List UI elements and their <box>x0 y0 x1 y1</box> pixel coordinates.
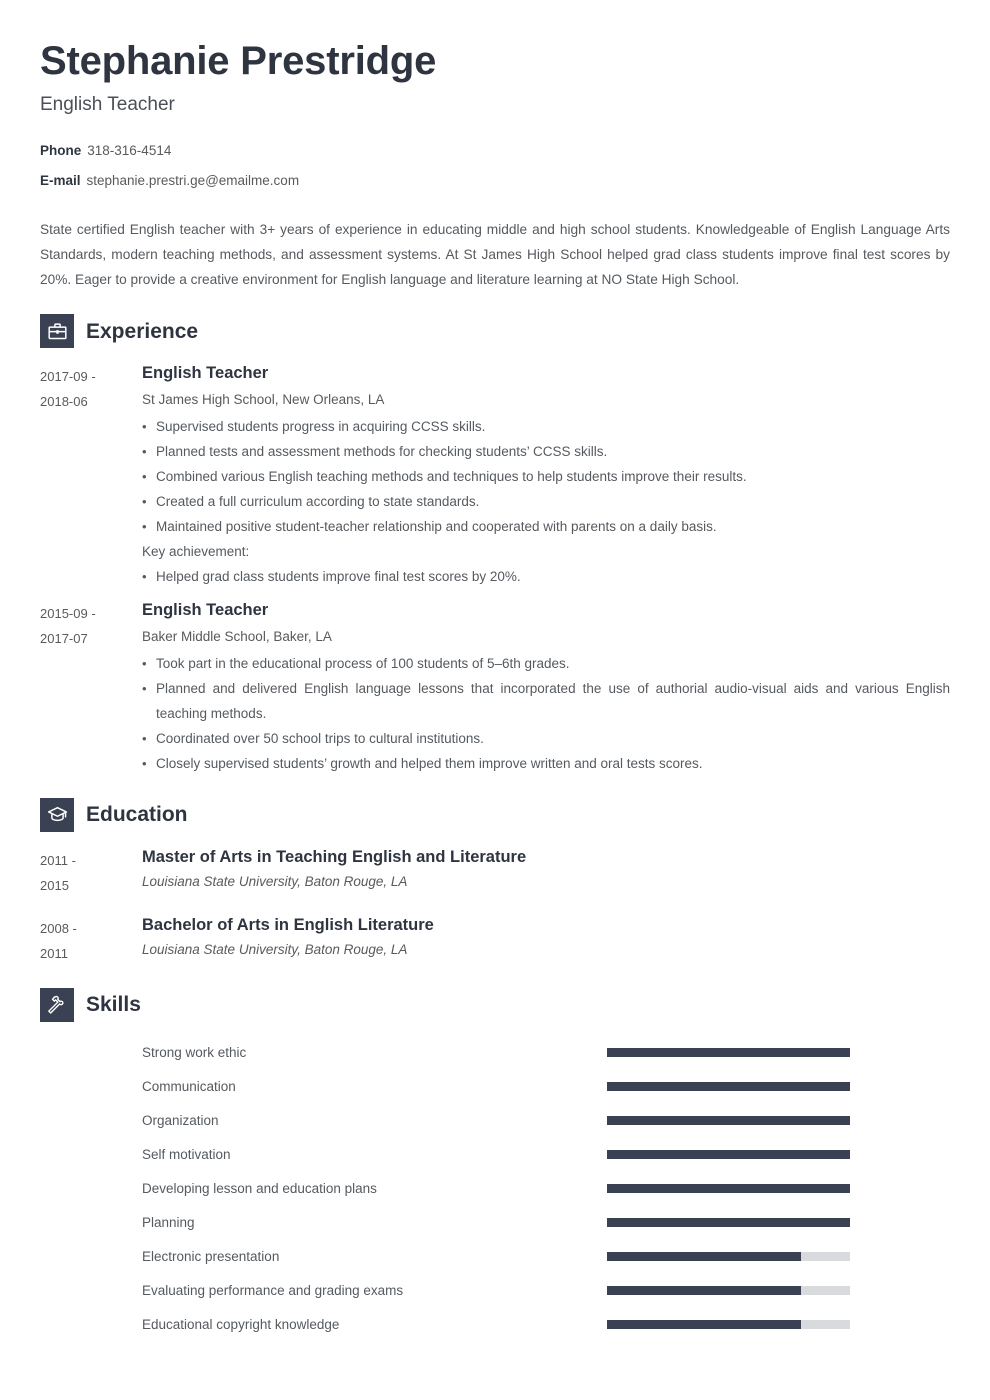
skill-label: Developing lesson and education plans <box>142 1180 377 1196</box>
experience-bullet: • Maintained positive student-teacher relationship and cooperated with parents on a daily basis. <box>142 514 950 539</box>
education-degree: Master of Arts in Teaching English and Literature <box>142 847 527 866</box>
experience-entry <box>40 362 950 589</box>
education-entry <box>40 846 950 898</box>
contact-email-value[interactable]: stephanie.prestri.ge@emailme.com <box>86 172 300 188</box>
experience-date-end: 2018-06 <box>40 394 88 410</box>
skill-row <box>40 1206 950 1240</box>
key-achievement-label: Key achievement: <box>142 544 250 559</box>
skill-row <box>40 1308 950 1342</box>
experience-bullet: • Closely supervised students’ growth and helped them improve written and oral tests scores. <box>142 751 950 776</box>
skill-level-fill <box>607 1252 801 1261</box>
skill-label: Communication <box>142 1078 236 1094</box>
section-skills <box>40 988 950 1342</box>
skill-level-fill <box>607 1320 801 1329</box>
skill-level-fill <box>607 1184 850 1193</box>
experience-dates <box>40 362 142 414</box>
skill-level-fill <box>607 1082 850 1091</box>
skill-label: Evaluating performance and grading exams <box>142 1282 404 1298</box>
experience-bullet: • Took part in the educational process of 100 students of 5–6th grades. <box>142 651 950 676</box>
experience-bullet-list <box>142 651 950 776</box>
candidate-name: Stephanie Prestridge <box>40 39 437 83</box>
education-dates <box>40 846 142 898</box>
experience-role: English Teacher <box>142 601 269 619</box>
graduation-cap-icon <box>40 798 74 832</box>
section-experience <box>40 314 950 776</box>
skill-row <box>40 1070 950 1104</box>
section-title-skills: Skills <box>86 993 141 1017</box>
skill-level-fill <box>607 1116 850 1125</box>
key-achievement-list <box>142 564 950 589</box>
skill-row <box>40 1240 950 1274</box>
experience-date-start: 2017-09 - <box>40 369 96 385</box>
skill-level-bar <box>607 1218 850 1227</box>
key-achievement-bullet: • Helped grad class students improve final test scores by 20%. <box>142 564 950 589</box>
briefcase-icon <box>40 314 74 348</box>
education-date-start: 2011 - <box>40 852 76 868</box>
contact-phone-value[interactable]: 318-316-4514 <box>87 142 172 158</box>
experience-organization: St James High School, New Orleans, LA <box>142 392 385 408</box>
experience-bullet: • Combined various English teaching methods and techniques to help students improve their results. <box>142 464 950 489</box>
experience-dates <box>40 599 142 651</box>
contact-email-label: E-mail <box>40 172 81 188</box>
skill-level-bar <box>607 1048 850 1057</box>
skill-label: Self motivation <box>142 1146 231 1162</box>
section-title-experience: Experience <box>86 319 199 343</box>
education-entry <box>40 914 950 966</box>
skills-list <box>40 1036 950 1342</box>
education-date-start: 2008 - <box>40 920 77 936</box>
experience-organization: Baker Middle School, Baker, LA <box>142 629 332 645</box>
skill-level-bar <box>607 1252 850 1261</box>
section-header-education <box>40 798 950 832</box>
education-date-end: 2011 <box>40 945 68 961</box>
skill-row <box>40 1274 950 1308</box>
section-header-skills <box>40 988 950 1022</box>
skill-row <box>40 1172 950 1206</box>
experience-bullet: • Planned and delivered English language lessons that incorporated the use of authorial audio-visual aids and various English teaching methods. <box>142 676 950 726</box>
experience-date-end: 2017-07 <box>40 631 88 646</box>
skill-level-bar <box>607 1286 850 1295</box>
experience-date-start: 2015-09 - <box>40 606 96 621</box>
experience-bullet: • Coordinated over 50 school trips to cultural institutions. <box>142 726 950 751</box>
skill-level-fill <box>607 1286 801 1295</box>
education-school: Louisiana State University, Baton Rouge, LA <box>142 942 408 958</box>
experience-bullet: • Supervised students progress in acquiring CCSS skills. <box>142 414 950 439</box>
puzzle-piece-icon <box>40 988 74 1022</box>
professional-summary: State certified English teacher with 3+ years of experience in educating middle and high school students. Knowledgeable of English Language Arts Standards, modern teaching methods, and assessment systems. At St James High School helped grad class students improve final test scores by 20%. Eager to provide a creative environment for English language and literature learning at NO State High School. <box>40 222 950 288</box>
section-header-experience <box>40 314 950 348</box>
contact-email <box>40 173 950 189</box>
education-dates <box>40 914 142 966</box>
skill-level-bar <box>607 1082 850 1091</box>
contact-phone <box>40 143 950 159</box>
experience-entry <box>40 599 950 776</box>
education-degree: Bachelor of Arts in English Literature <box>142 915 434 934</box>
skill-label: Strong work ethic <box>142 1044 247 1060</box>
section-education <box>40 798 950 966</box>
skill-level-fill <box>607 1048 850 1057</box>
skill-level-fill <box>607 1150 850 1159</box>
skill-label: Educational copyright knowledge <box>142 1316 340 1332</box>
contact-phone-label: Phone <box>40 142 82 158</box>
skill-row <box>40 1036 950 1070</box>
education-date-end: 2015 <box>40 877 69 893</box>
skill-label: Planning <box>142 1214 195 1230</box>
experience-bullet: • Created a full curriculum according to state standards. <box>142 489 950 514</box>
experience-role: English Teacher <box>142 364 269 383</box>
skill-level-fill <box>607 1218 850 1227</box>
skill-row <box>40 1138 950 1172</box>
section-title-education: Education <box>86 803 188 827</box>
resume-header <box>40 40 950 189</box>
skill-level-bar <box>607 1184 850 1193</box>
experience-bullet-list <box>142 414 950 539</box>
education-school: Louisiana State University, Baton Rouge, LA <box>142 874 408 890</box>
candidate-job-title: English Teacher <box>40 94 175 115</box>
skill-row <box>40 1104 950 1138</box>
skill-label: Organization <box>142 1112 219 1128</box>
skill-level-bar <box>607 1320 850 1329</box>
skill-label: Electronic presentation <box>142 1248 280 1264</box>
experience-bullet: • Planned tests and assessment methods for checking students’ CCSS skills. <box>142 439 950 464</box>
skill-level-bar <box>607 1150 850 1159</box>
skill-level-bar <box>607 1116 850 1125</box>
